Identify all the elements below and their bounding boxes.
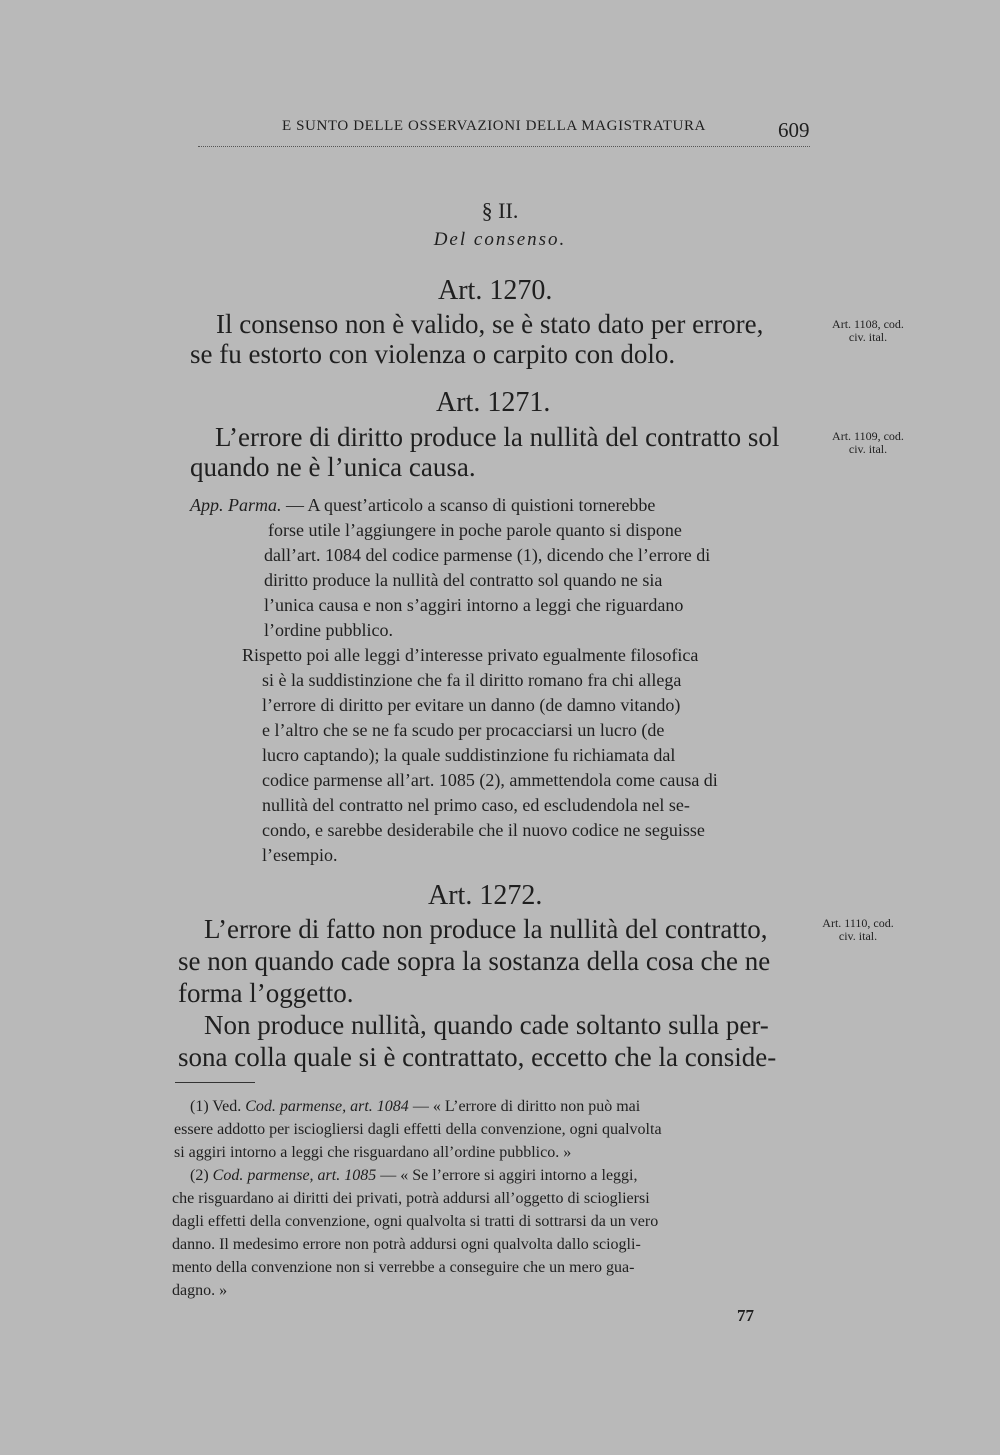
side-note-line: civ. ital. xyxy=(848,330,888,344)
commentary-line: nullità del contratto nel primo caso, ed escludendola nel se- xyxy=(262,795,690,815)
article-text-line: L’errore di fatto non produce la nullità del contratto, xyxy=(204,914,768,944)
side-note-1271 xyxy=(813,430,923,456)
commentary-line: l’ordine pubblico. xyxy=(264,620,393,640)
footnote-line: dagno. » xyxy=(172,1282,228,1299)
footnote-line: dagli effetti della convenzione, ogni qualvolta si tratti di sottrarsi da un vero xyxy=(172,1213,659,1230)
footnote-text: — « L’errore di diritto non può mai xyxy=(408,1098,641,1115)
side-note-line: Art. 1108, cod. xyxy=(832,317,904,331)
commentary-line: e l’altro che se ne fa scudo per procacciarsi un lucro (de xyxy=(262,720,665,740)
section-subtitle: Del consenso. xyxy=(433,229,567,250)
footnote-text: — « Se l’errore si aggiri intorno a leggi, xyxy=(376,1167,638,1184)
signature-mark: 77 xyxy=(737,1306,754,1325)
running-header: E SUNTO DELLE OSSERVAZIONI DELLA MAGISTRATURA xyxy=(282,118,706,134)
article-text-line: Il consenso non è valido, se è stato dato per errore, xyxy=(216,309,764,339)
footnote-marker: (2) xyxy=(190,1167,213,1184)
commentary-line: forse utile l’aggiungere in poche parole quanto si dispone xyxy=(268,520,682,540)
footnote-citation: Cod. parmense, art. 1085 xyxy=(212,1167,377,1184)
article-text-line: se fu estorto con violenza o carpito con dolo. xyxy=(190,339,676,369)
footnote-rule xyxy=(175,1082,255,1083)
commentary-line: l’esempio. xyxy=(262,845,338,865)
commentary-line: diritto produce la nullità del contratto sol quando ne sia xyxy=(264,570,663,590)
article-title-1270: Art. 1270. xyxy=(438,275,553,306)
commentary-line: lucro captando); la quale suddistinzione fu richiamata dal xyxy=(262,745,676,765)
commentary-line: si è la suddistinzione che fa il diritto romano fra chi allega xyxy=(262,670,682,690)
commentary-line: Rispetto poi alle leggi d’interesse privato egualmente filosofica xyxy=(242,645,699,665)
article-title-1271: Art. 1271. xyxy=(436,387,551,418)
footnote-marker: (1) Ved. xyxy=(190,1098,246,1115)
side-note-1270 xyxy=(813,318,923,344)
footnote-1-first-line xyxy=(190,1098,640,1116)
header-rule xyxy=(198,146,810,147)
commentary-line: codice parmense all’art. 1085 (2), ammettendola come causa di xyxy=(262,770,718,790)
footnote-line: danno. Il medesimo errore non potrà addursi ogni qualvolta dallo sciogli- xyxy=(172,1236,641,1253)
side-note-1272 xyxy=(803,917,913,943)
footnote-citation: Cod. parmense, art. 1084 xyxy=(245,1098,409,1115)
article-text-line: sona colla quale si è contrattato, eccetto che la conside- xyxy=(178,1042,777,1072)
footnote-line: si aggiri intorno a leggi che risguardano all’ordine pubblico. » xyxy=(174,1144,572,1161)
footnote-line: mento della convenzione non si verrebbe a conseguire che un mero gua- xyxy=(172,1259,635,1276)
article-title-1272: Art. 1272. xyxy=(428,880,543,911)
side-note-line: Art. 1110, cod. xyxy=(822,916,894,930)
article-text-line: L’errore di diritto produce la nullità del contratto sol xyxy=(215,422,780,452)
commentary-line: l’unica causa e non s’aggiri intorno a leggi che riguardano xyxy=(264,595,684,615)
commentary-line: condo, e sarebbe desiderabile che il nuovo codice ne seguisse xyxy=(262,820,705,840)
article-text-line: se non quando cade sopra la sostanza della cosa che ne xyxy=(178,946,771,976)
section-title: § II. xyxy=(481,198,519,223)
side-note-line: civ. ital. xyxy=(848,442,888,456)
article-text-line: Non produce nullità, quando cade soltanto sulla per- xyxy=(204,1010,769,1040)
commentary-text: — A quest’articolo a scanso di quistioni tornerebbe xyxy=(281,495,656,515)
footnote-2-first-line xyxy=(190,1167,637,1185)
footnote-line: essere addotto per isciogliersi dagli effetti della convenzione, ogni qualvolta xyxy=(174,1121,662,1138)
side-note-line: civ. ital. xyxy=(838,929,878,943)
page-number: 609 xyxy=(778,118,810,142)
side-note-line: Art. 1109, cod. xyxy=(832,429,904,443)
commentary-first-line xyxy=(190,495,655,516)
commentary-label: App. Parma. xyxy=(190,495,282,515)
footnote-line: che risguardano ai diritti dei privati, potrà addursi all’oggetto di sciogliersi xyxy=(172,1190,650,1207)
commentary-line: l’errore di diritto per evitare un danno (de damno vitando) xyxy=(262,695,681,715)
article-text-line: forma l’oggetto. xyxy=(178,978,354,1008)
article-text-line: quando ne è l’unica causa. xyxy=(190,452,476,482)
commentary-line: dall’art. 1084 del codice parmense (1), dicendo che l’errore di xyxy=(264,545,711,565)
